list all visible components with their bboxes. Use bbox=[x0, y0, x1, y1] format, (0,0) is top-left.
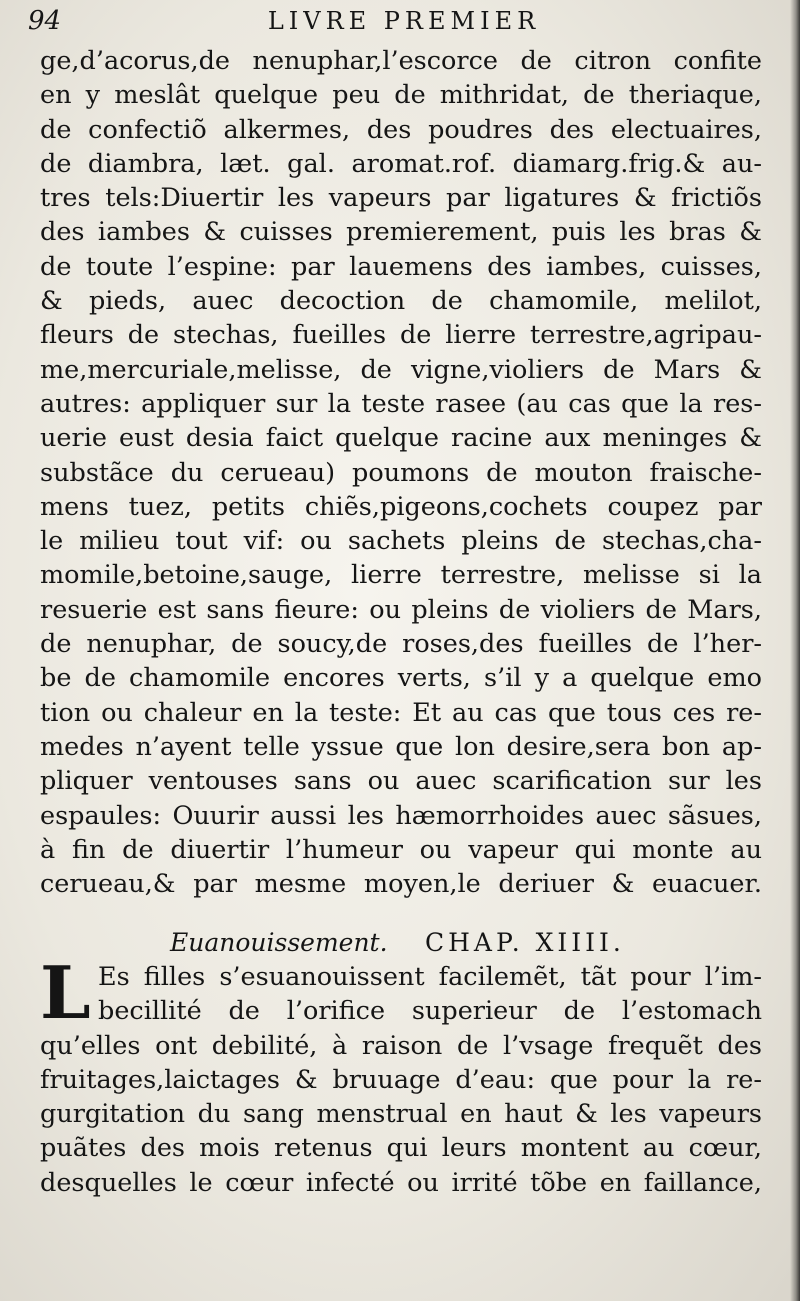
text-line: be de chamomile encores verts, s’il y a quelque emo bbox=[40, 663, 762, 694]
text-line: ge,d’acorus,de nenuphar,l’escorce de citron confite bbox=[40, 46, 762, 76]
chapter-text bbox=[40, 950, 762, 1200]
text-line: de toute l’espine: par lauemens des iambes, cuisses, bbox=[40, 251, 762, 282]
text-line: resuerie est sans fieure: ou pleins de violiers de Mars, bbox=[40, 594, 762, 625]
text-line: le milieu tout vif: ou sachets pleins de stechas,cha- bbox=[40, 526, 762, 557]
text-line: de confectiõ alkermes, des poudres des electuaires, bbox=[40, 114, 762, 145]
text-line: Es filles s’esuanouissent facilemẽt, tãt pour l’im- bbox=[98, 962, 762, 992]
text-line: desquelles le cœur infecté ou irrité tõbe en faillance, bbox=[40, 1167, 762, 1198]
text-line: uerie eust desia faict quelque racine aux meninges & bbox=[40, 423, 762, 454]
text-line: mens tuez, petits chiẽs,pigeons,cochets coupez par bbox=[40, 491, 762, 522]
page-number: 94 bbox=[28, 6, 62, 36]
page-gutter-shadow bbox=[790, 0, 800, 1301]
text-line: momile,betoine,sauge, lierre terrestre, melisse si la bbox=[40, 560, 762, 591]
running-head bbox=[28, 6, 780, 36]
text-line: autres: appliquer sur la teste rasee (au cas que la res- bbox=[40, 388, 762, 419]
text-line: tion ou chaleur en la teste: Et au cas que tous ces re- bbox=[40, 697, 762, 728]
text-line: substãce du cerueau) poumons de mouton fraische- bbox=[40, 457, 762, 488]
text-line: tres tels:Diuertir les vapeurs par ligatures & frictiõs bbox=[40, 183, 762, 214]
text-line: & pieds, auec decoction de chamomile, melilot, bbox=[40, 286, 762, 317]
text-line: puãtes des mois retenus qui leurs montent au cœur, bbox=[40, 1133, 762, 1164]
text-line: medes n’ayent telle yssue que lon desire,sera bon ap- bbox=[40, 731, 762, 762]
body-text bbox=[40, 44, 762, 901]
text-line: gurgitation du sang menstrual en haut & les vapeurs bbox=[40, 1099, 762, 1130]
text-line: me,mercuriale,melisse, de vigne,violiers de Mars & bbox=[40, 354, 762, 385]
text-line: de diambra, læt. gal. aromat.rof. diamarg.frig.& au- bbox=[40, 148, 762, 179]
running-title: LIVRE PREMIER bbox=[267, 7, 541, 35]
text-line: fruitages,laictages & bruuage d’eau: que pour la re- bbox=[40, 1064, 762, 1095]
chapter-heading bbox=[40, 926, 762, 960]
text-line: cerueau,& par mesme moyen,le deriuer & euacuer. bbox=[40, 869, 762, 900]
drop-cap-initial: L bbox=[40, 950, 91, 1035]
text-line: à fin de diuertir l’humeur ou vapeur qui monte au bbox=[40, 834, 762, 865]
text-line: pliquer ventouses sans ou auec scarification sur les bbox=[40, 766, 762, 797]
text-line: becillité de l’orifice superieur de l’estomach bbox=[98, 996, 762, 1027]
text-line: en y meslât quelque peu de mithridat, de theriaque, bbox=[40, 80, 762, 111]
text-line: des iambes & cuisses premierement, puis les bras & bbox=[40, 217, 762, 248]
text-line: de nenuphar, de soucy,de roses,des fueilles de l’her- bbox=[40, 629, 762, 660]
text-line: espaules: Ouurir aussi les hæmorrhoides auec sãsues, bbox=[40, 800, 762, 831]
chapter-subject: Euanouissement. bbox=[170, 928, 388, 957]
text-line: fleurs de stechas, fueilles de lierre terrestre,agripau- bbox=[40, 320, 762, 351]
text-line: qu’elles ont debilité, à raison de l’vsage frequẽt des bbox=[40, 1030, 762, 1061]
chapter-number: CHAP. XIIII. bbox=[425, 928, 625, 957]
